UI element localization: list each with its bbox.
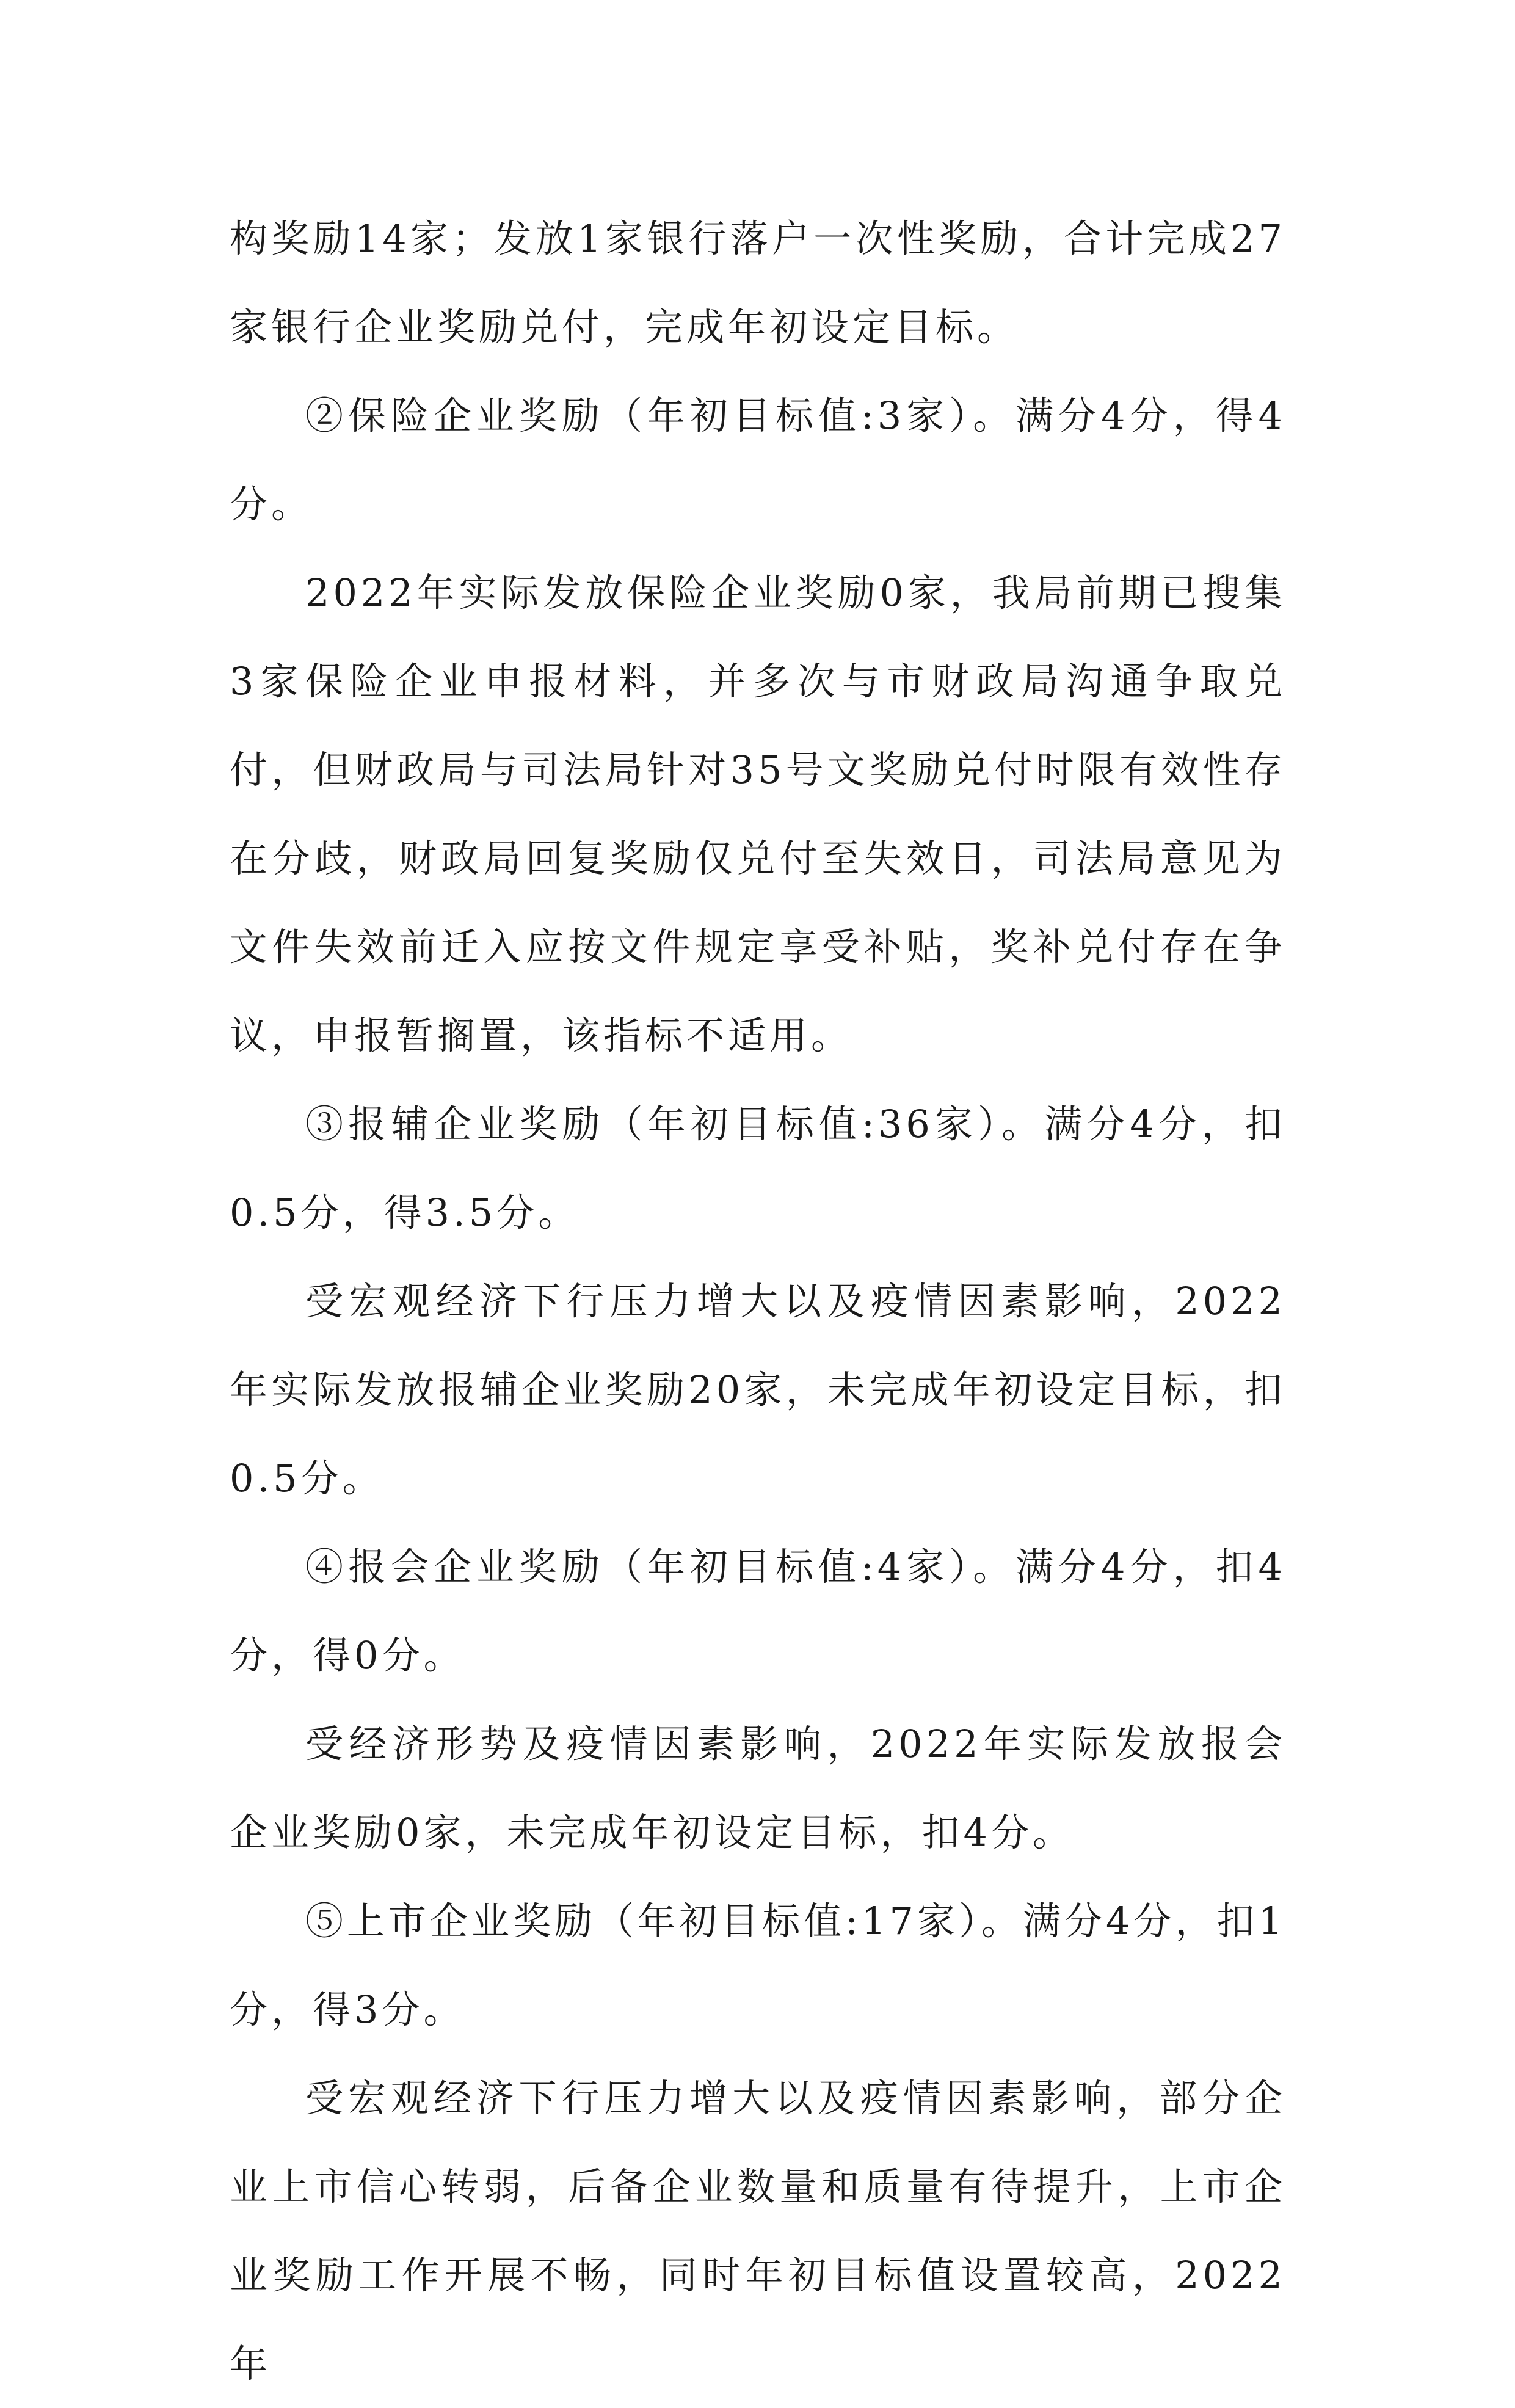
paragraph-bank-award-continued: 构奖励14家；发放1家银行落户一次性奖励，合计完成27家银行企业奖励兑付，完成年初设定目标。 [230, 216, 1286, 349]
paragraph-tutoring-award-detail: 受宏观经济下行压力增大以及疫情因素影响，2022年实际发放报辅企业奖励20家，未完成年初设定目标，扣0.5分。 [230, 1279, 1286, 1500]
paragraph-tutoring-award-heading: ③报辅企业奖励（年初目标值:36家）。满分4分，扣0.5分，得3.5分。 [230, 1102, 1286, 1235]
paragraph-insurance-award-heading: ②保险企业奖励（年初目标值:3家）。满分4分，得4分。 [230, 393, 1286, 526]
paragraph-filing-award-detail: 受经济形势及疫情因素影响，2022年实际发放报会企业奖励0家，未完成年初设定目标，扣4分。 [230, 1722, 1286, 1855]
body-text [230, 194, 1286, 2408]
paragraph-listing-award-heading: ⑤上市企业奖励（年初目标值:17家）。满分4分，扣1分，得3分。 [230, 1899, 1286, 2032]
paragraph-insurance-award-detail: 2022年实际发放保险企业奖励0家，我局前期已搜集3家保险企业申报材料，并多次与市财政局沟通争取兑付，但财政局与司法局针对35号文奖励兑付时限有效性存在分歧，财政局回复奖励仅兑付至失效日，司法局意见为文件失效前迁入应按文件规定享受补贴，奖补兑付存在争议，申报暂搁置，该指标不适用。 [230, 570, 1286, 1058]
paragraph-filing-award-heading: ④报会企业奖励（年初目标值:4家）。满分4分，扣4分，得0分。 [230, 1544, 1286, 1678]
paragraph-listing-award-detail: 受宏观经济下行压力增大以及疫情因素影响，部分企业上市信心转弱，后备企业数量和质量有待提升，上市企业奖励工作开展不畅，同时年初目标值设置较高，2022年 [230, 2076, 1286, 2386]
